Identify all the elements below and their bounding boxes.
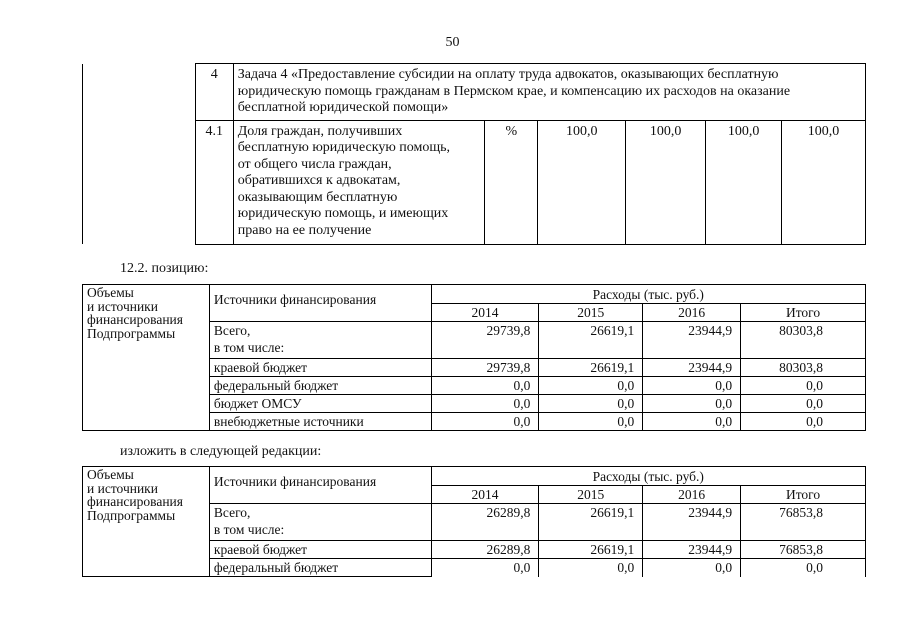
- source-value: 80303,8: [741, 359, 866, 377]
- year-header: 2016: [643, 304, 741, 322]
- financing-label-line: и источники: [87, 298, 158, 314]
- year-header: 2015: [539, 486, 643, 504]
- total-value: 26289,8: [431, 504, 539, 541]
- blank-cell: [83, 120, 196, 244]
- indicator-name-line: оказывающим бесплатную: [237, 189, 398, 205]
- source-value: 0,0: [741, 413, 866, 431]
- total-label-line: Всего,: [213, 323, 251, 338]
- indicator-unit: %: [485, 120, 538, 244]
- financing-label-line: и источники: [87, 480, 158, 496]
- total-value: 29739,8: [431, 322, 539, 359]
- expenses-header: Расходы (тыс. руб.): [431, 285, 865, 304]
- source-name: краевой бюджет: [209, 359, 431, 377]
- new-financing-table: [82, 466, 866, 577]
- indicator-name-line: обратившихся к адвокатам,: [237, 173, 401, 188]
- source-value: 0,0: [741, 559, 866, 577]
- indicator-value: 100,0: [782, 120, 866, 244]
- task-text: Задача 4 «Предоставление субсидии на оплату труда адвокатов, оказывающих бесплатную юридическую помощь гражданам в Пермском крае, и компенсацию их расходов на оказание бесплатной юридической помощи»: [233, 64, 865, 121]
- financing-label-line: финансирования: [87, 494, 183, 509]
- year-header: 2016: [643, 486, 741, 504]
- source-value: 0,0: [643, 413, 741, 431]
- financing-label-line: Объемы: [87, 285, 134, 300]
- indicator-row: [83, 120, 866, 244]
- total-header: Итого: [741, 304, 866, 322]
- expenses-header: Расходы (тыс. руб.): [431, 467, 865, 486]
- task-row: [83, 64, 866, 121]
- total-value: 23944,9: [643, 322, 741, 359]
- source-name: федеральный бюджет: [209, 377, 431, 395]
- paragraph-new-edition: изложить в следующей редакции:: [120, 444, 322, 459]
- paragraph-position: 12.2. позицию:: [120, 261, 209, 276]
- financing-label: [83, 285, 210, 431]
- source-value: 26619,1: [539, 359, 643, 377]
- old-financing-table: [82, 284, 866, 431]
- financing-label-line: Подпрограммы: [87, 325, 176, 341]
- source-value: 76853,8: [741, 541, 866, 559]
- sources-header: Источники финансирования: [209, 467, 431, 504]
- source-value: 0,0: [431, 559, 539, 577]
- page-number: 50: [445, 35, 460, 50]
- sources-header: Источники финансирования: [209, 285, 431, 322]
- source-value: 26289,8: [431, 541, 539, 559]
- total-value: 26619,1: [539, 322, 643, 359]
- indicator-table: [82, 63, 866, 245]
- source-value: 26619,1: [539, 541, 643, 559]
- total-value: 23944,9: [643, 504, 741, 541]
- indicator-name: [233, 120, 485, 244]
- source-name: краевой бюджет: [209, 541, 431, 559]
- source-name: федеральный бюджет: [209, 559, 431, 577]
- source-value: 23944,9: [643, 541, 741, 559]
- source-value: 0,0: [643, 559, 741, 577]
- source-value: 29739,8: [431, 359, 539, 377]
- total-value: 26619,1: [539, 504, 643, 541]
- source-value: 0,0: [539, 413, 643, 431]
- source-value: 0,0: [643, 377, 741, 395]
- source-value: 0,0: [741, 395, 866, 413]
- total-label-line: Всего,: [213, 505, 251, 520]
- source-value: 0,0: [539, 559, 643, 577]
- total-value: 80303,8: [741, 322, 866, 359]
- indicator-value: 100,0: [538, 120, 626, 244]
- year-header: 2015: [539, 304, 643, 322]
- source-value: 0,0: [539, 395, 643, 413]
- blank-cell: [83, 64, 196, 121]
- year-header: 2014: [431, 304, 539, 322]
- source-value: 0,0: [741, 377, 866, 395]
- task-number: 4: [195, 64, 233, 121]
- indicator-name-line: бесплатную юридическую помощь,: [237, 140, 451, 155]
- indicator-name-line: Доля граждан, получивших: [237, 123, 403, 139]
- indicator-number: 4.1: [195, 120, 233, 244]
- financing-label-line: Подпрограммы: [87, 507, 176, 523]
- total-value: 76853,8: [741, 504, 866, 541]
- total-label-line: в том числе:: [213, 522, 285, 537]
- source-value: 0,0: [431, 395, 539, 413]
- total-label: [209, 322, 431, 359]
- year-header: 2014: [431, 486, 539, 504]
- indicator-value: 100,0: [626, 120, 706, 244]
- source-value: 23944,9: [643, 359, 741, 377]
- financing-label-line: Объемы: [87, 467, 134, 482]
- total-label: [209, 504, 431, 541]
- source-value: 0,0: [539, 377, 643, 395]
- financing-label: [83, 467, 210, 577]
- indicator-value: 100,0: [706, 120, 782, 244]
- source-value: 0,0: [431, 377, 539, 395]
- indicator-name-line: юридическую помощь, и имеющих: [237, 206, 449, 221]
- total-header: Итого: [741, 486, 866, 504]
- source-value: 0,0: [643, 395, 741, 413]
- source-value: 0,0: [431, 413, 539, 431]
- source-name: внебюджетные источники: [209, 413, 431, 431]
- indicator-name-line: от общего числа граждан,: [237, 156, 392, 172]
- total-label-line: в том числе:: [213, 340, 285, 355]
- financing-label-line: финансирования: [87, 312, 183, 327]
- indicator-name-line: право на ее получение: [237, 222, 372, 238]
- source-name: бюджет ОМСУ: [209, 395, 431, 413]
